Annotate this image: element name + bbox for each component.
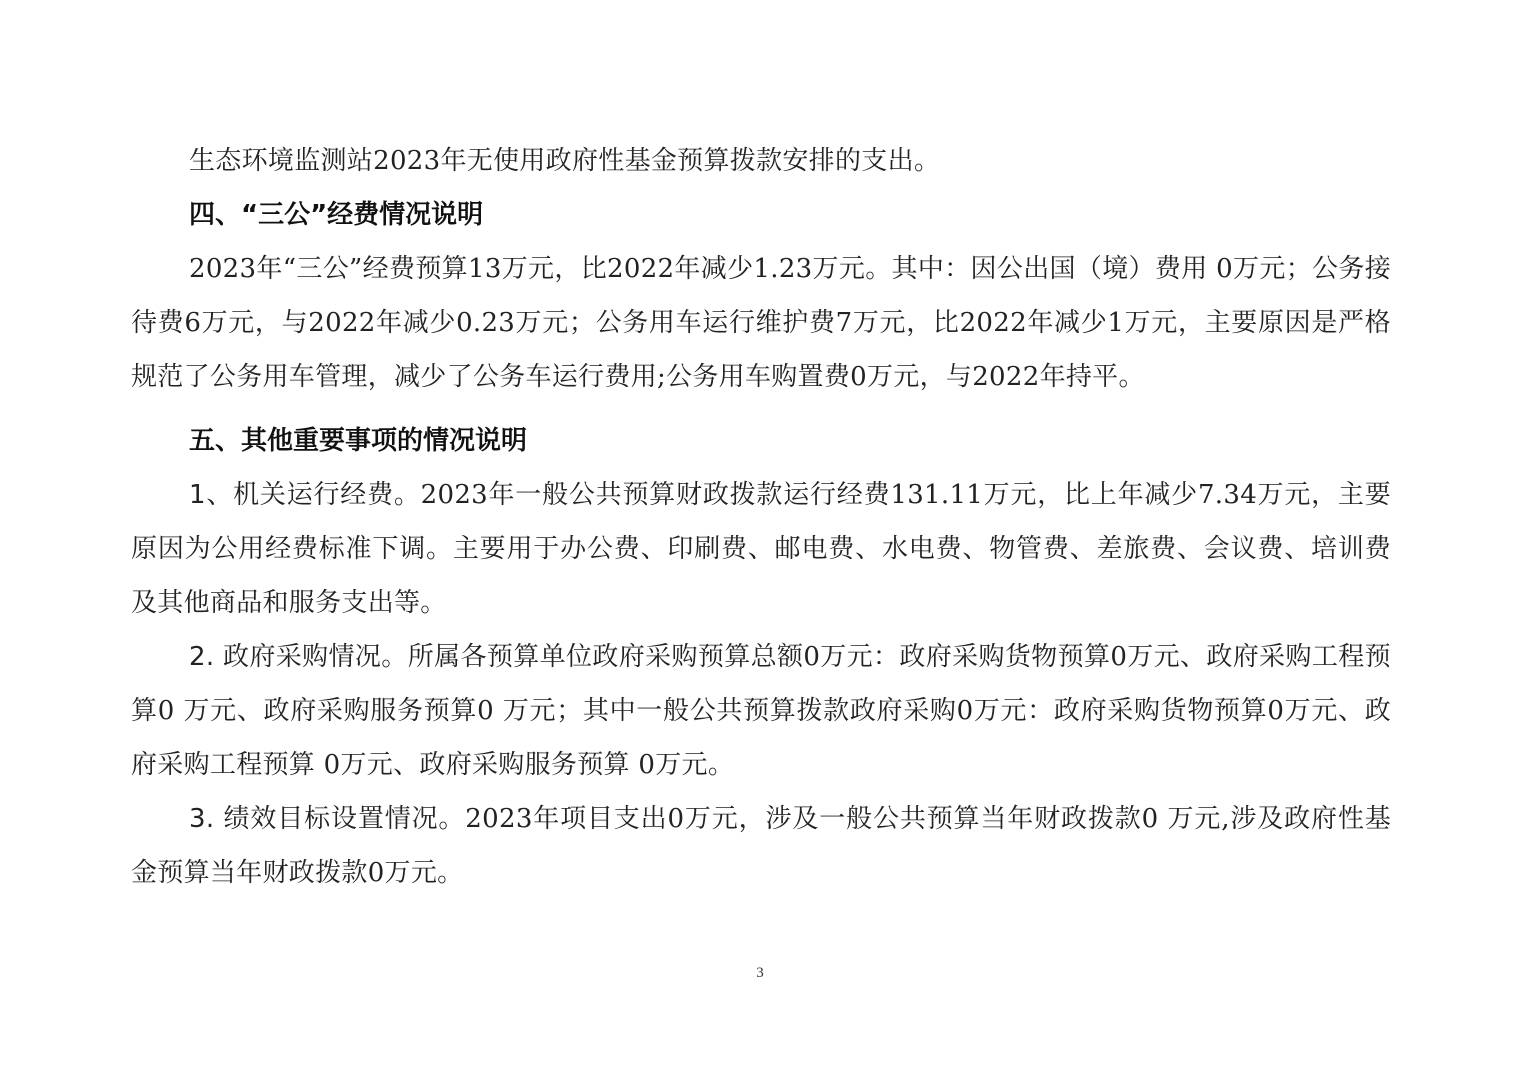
paragraph-procurement: [131, 630, 1391, 792]
paragraph-operating-funds: [131, 468, 1391, 630]
section-heading-three-public: 四、“三公”经费情况说明: [189, 200, 484, 230]
document-body: [131, 134, 1391, 900]
paragraph-three-public-funds: 2023年“三公”经费预算13万元，比2022年减少1.23万元。其中：因公出国（境）费用 0万元；公务接待费6万元，与2022年减少0.23万元；公务用车运行维护费7万元，比2022年减少1万元，主要原因是严格规范了公务用车管理，减少了公务车运行费用;公务用车购置费0万元，与2022年持平。: [131, 254, 1391, 392]
item-lead-performance-goals: 3. 绩效目标设置情况。: [189, 804, 466, 834]
section-heading-other-matters: 五、其他重要事项的情况说明: [189, 426, 528, 456]
item-text-performance-goals: 2023年项目支出0万元，涉及一般公共预算当年财政拨款0 万元,涉及政府性基金预算当年财政拨款0万元。: [131, 804, 1392, 888]
item-text-operating-funds: 2023年一般公共预算财政拨款运行经费131.11万元，比上年减少7.34万元，主要原因为公用经费标准下调。主要用于办公费、印刷费、邮电费、水电费、物管费、差旅费、会议费、培训费及其他商品和服务支出等。: [131, 480, 1391, 618]
item-lead-procurement: 2. 政府采购情况。: [189, 642, 408, 672]
paragraph-performance-goals: [131, 792, 1391, 900]
spacer: [131, 404, 1391, 414]
paragraph-fund-expenditure: 生态环境监测站2023年无使用政府性基金预算拨款安排的支出。: [189, 146, 941, 176]
item-text-procurement: 所属各预算单位政府采购预算总额0万元：政府采购货物预算0万元、政府采购工程预算0 万元、政府采购服务预算0 万元；其中一般公共预算拨款政府采购0万元：政府采购货物预算0万元、政府采购工程预算 0万元、政府采购服务预算 0万元。: [131, 642, 1391, 780]
item-lead-operating-funds: 1、机关运行经费。: [189, 480, 421, 510]
page-number: 3: [756, 965, 764, 981]
